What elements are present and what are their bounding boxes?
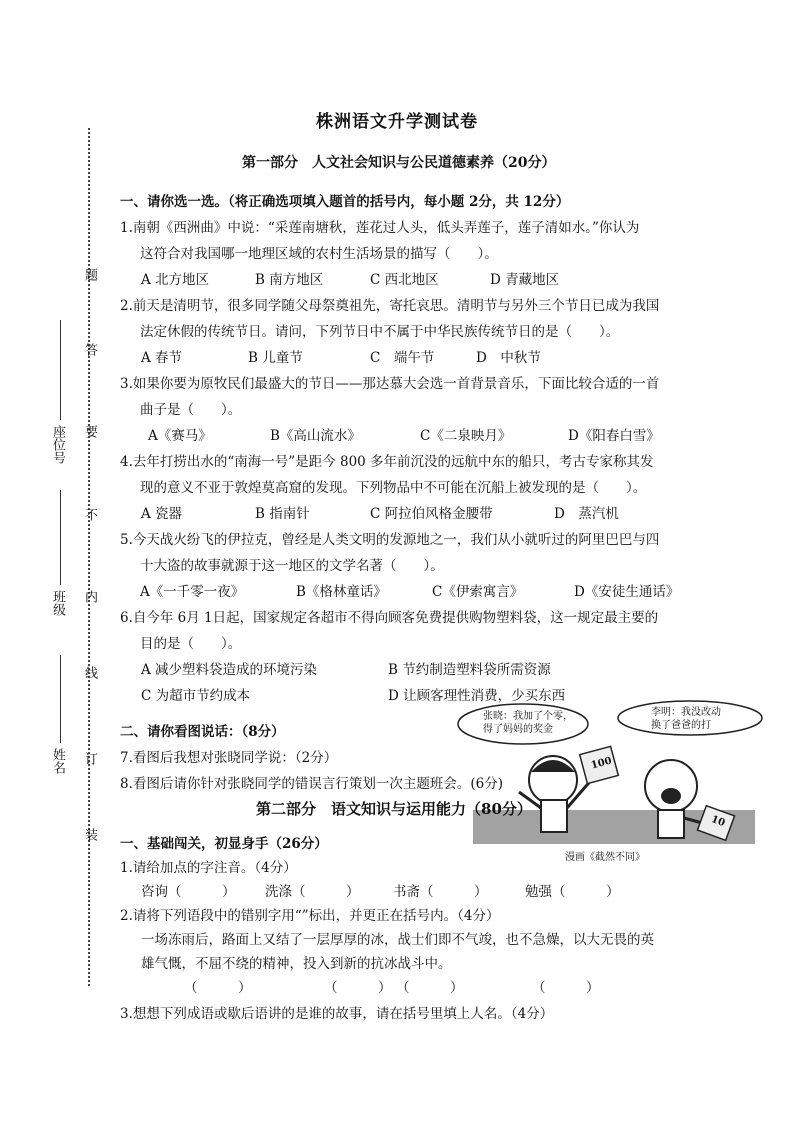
- binding-char: 装: [82, 828, 97, 841]
- option: B《高山流水》: [270, 428, 361, 444]
- option: D 青藏地区: [490, 272, 560, 288]
- question-line: 1.请给加点的字注音。（4分）: [120, 860, 297, 876]
- question-line: 3.想想下列成语或歇后语讲的是谁的故事，请在括号里填上人名。（4分）: [120, 1006, 554, 1022]
- seat-label: 座位号: [50, 425, 65, 464]
- option: D 中秋节: [476, 350, 541, 366]
- question-line: 1.南朝《西洲曲》中说：“采莲南塘秋，莲花过人头，低头弄莲子，莲子清如水。”你认为: [120, 220, 640, 236]
- question-line: 5.今天战火纷飞的伊拉克，曾经是人类文明的发源地之一，我们从小就听过的阿里巴巴与四: [120, 532, 660, 548]
- option: C 阿拉伯风格金腰带: [370, 506, 493, 522]
- paper-score-left: 100: [589, 755, 613, 772]
- binding-char: 要: [82, 425, 97, 438]
- passage-line: 一场冻雨后，路面上又结了一层厚厚的冰，战士们即不气竣，也不急燥，以大无畏的英: [141, 932, 654, 948]
- question-line: 法定休假的传统节日。请问，下列节日中不属于中华民族传统节日的是（ ）。: [140, 324, 620, 340]
- option: C 为超市节约成本: [141, 688, 251, 704]
- section-heading: 一、基础闯关，初显身手（26分）: [120, 836, 328, 852]
- binding-char: 线: [82, 666, 97, 679]
- name-field[interactable]: [60, 655, 61, 743]
- pinyin-item: 勉强（ ）: [525, 884, 620, 900]
- binding-char: 题: [82, 268, 97, 281]
- option: A 春节: [141, 350, 183, 366]
- answer-bracket: （ ）: [532, 980, 600, 996]
- bubble-text: 换了爸爸的打: [651, 720, 711, 731]
- question-line: 目的是（ ）。: [140, 636, 242, 652]
- binding-char: 内: [82, 590, 97, 603]
- question-line: 曲子是（ ）。: [140, 402, 242, 418]
- bubble-text: 李明：我没改动: [651, 707, 721, 718]
- question-line: 6.自今年 6月 1日起，国家规定各超市不得向顾客免费提供购物塑料袋，这一规定最主要的: [120, 610, 659, 626]
- option: C《二泉映月》: [420, 428, 512, 444]
- answer-bracket: （ ）: [324, 980, 392, 996]
- passage-line: 雄气慨，不屈不绕的精神，投入到新的抗冰战斗中。: [141, 956, 452, 972]
- part1-heading: 第一部分 人文社会知识与公民道德素养（20分）: [242, 155, 556, 171]
- section-heading: 一、请你选一选。（将正确选项填入题首的括号内，每小题 2分，共 12分）: [120, 194, 570, 210]
- option: A 瓷器: [141, 506, 183, 522]
- question-line: 3.如果你要为原牧民们最盛大的节日——那达慕大会选一首背景音乐，下面比较合适的一首: [120, 376, 660, 392]
- class-field[interactable]: [60, 490, 61, 585]
- option: D 蒸汽机: [554, 506, 619, 522]
- option: B 儿童节: [248, 350, 303, 366]
- option: D 让顾客理性消费，少买东西: [388, 688, 566, 704]
- paper-score-right: 10: [709, 813, 727, 830]
- pinyin-item: 洗涤（ ）: [265, 884, 360, 900]
- option: A《赛马》: [148, 428, 212, 444]
- name-label: 姓名: [50, 748, 65, 774]
- question-line: 这符合对我国哪一地理区域的农村生活场景的描写（ ）。: [140, 246, 498, 262]
- bubble-text: 得了妈妈的奖金: [483, 724, 553, 735]
- option: D《阳春白雪》: [568, 428, 660, 444]
- question-line: 8.看图后请你针对张晓同学的错误言行策划一次主题班会。(6分): [120, 776, 504, 792]
- binding-char: 订: [82, 752, 97, 765]
- option: B 节约制造塑料袋所需资源: [388, 662, 551, 678]
- question-line: 2.前天是清明节，很多同学随父母祭奠祖先，寄托哀思。清明节与另外三个节日已成为我国: [120, 298, 660, 314]
- pinyin-item: 咨询（ ）: [141, 884, 236, 900]
- option: A 减少塑料袋造成的环境污染: [141, 662, 318, 678]
- speech-bubble-zhangxiao: [483, 710, 573, 736]
- pinyin-item: 书斋（ ）: [393, 884, 488, 900]
- question-line: 现的意义不亚于敦煌莫高窟的发现。下列物品中不可能在沉船上被发现的是（ ）。: [140, 480, 647, 496]
- question-line: 2.请将下列语段中的错别字用“”标出，并更正在括号内。（4分）: [120, 908, 500, 924]
- option: D《安徒生通话》: [574, 584, 680, 600]
- option: C 西北地区: [370, 272, 439, 288]
- answer-bracket: （ ）: [396, 980, 464, 996]
- question-line: 7.看图后我想对张晓同学说：（2分）: [120, 750, 338, 766]
- part2-heading: 第二部分 语文知识与运用能力（80分）: [256, 800, 532, 818]
- option: C《伊索寓言》: [432, 584, 524, 600]
- cartoon-illustration: [453, 700, 765, 865]
- question-line: 4.去年打捞出水的“南海一号”是距今 800 多年前沉没的远航中东的船只，考古专家称其发: [120, 454, 654, 470]
- binding-char: 不: [82, 508, 97, 521]
- option: A《一千零一夜》: [140, 584, 245, 600]
- page-title: 株洲语文升学测试卷: [316, 112, 478, 132]
- option: C 端午节: [370, 350, 435, 366]
- question-line: 十大盗的故事就源于这一地区的文学名著（ ）。: [140, 558, 444, 574]
- option: B 指南针: [255, 506, 310, 522]
- option: A 北方地区: [141, 272, 210, 288]
- cartoon-caption: 漫画《截然不同》: [565, 852, 645, 863]
- speech-bubble-liming: [651, 706, 721, 732]
- class-label: 班级: [50, 590, 65, 616]
- binding-char: 答: [82, 343, 97, 356]
- seat-field[interactable]: [60, 320, 61, 420]
- section-heading: 二、请你看图说话：（8分）: [120, 724, 285, 740]
- bubble-text: 张晓：我加了个零，: [483, 711, 573, 722]
- answer-bracket: （ ）: [184, 980, 252, 996]
- option: B《格林童话》: [296, 584, 387, 600]
- binding-dotted-line: [88, 128, 90, 986]
- option: B 南方地区: [255, 272, 324, 288]
